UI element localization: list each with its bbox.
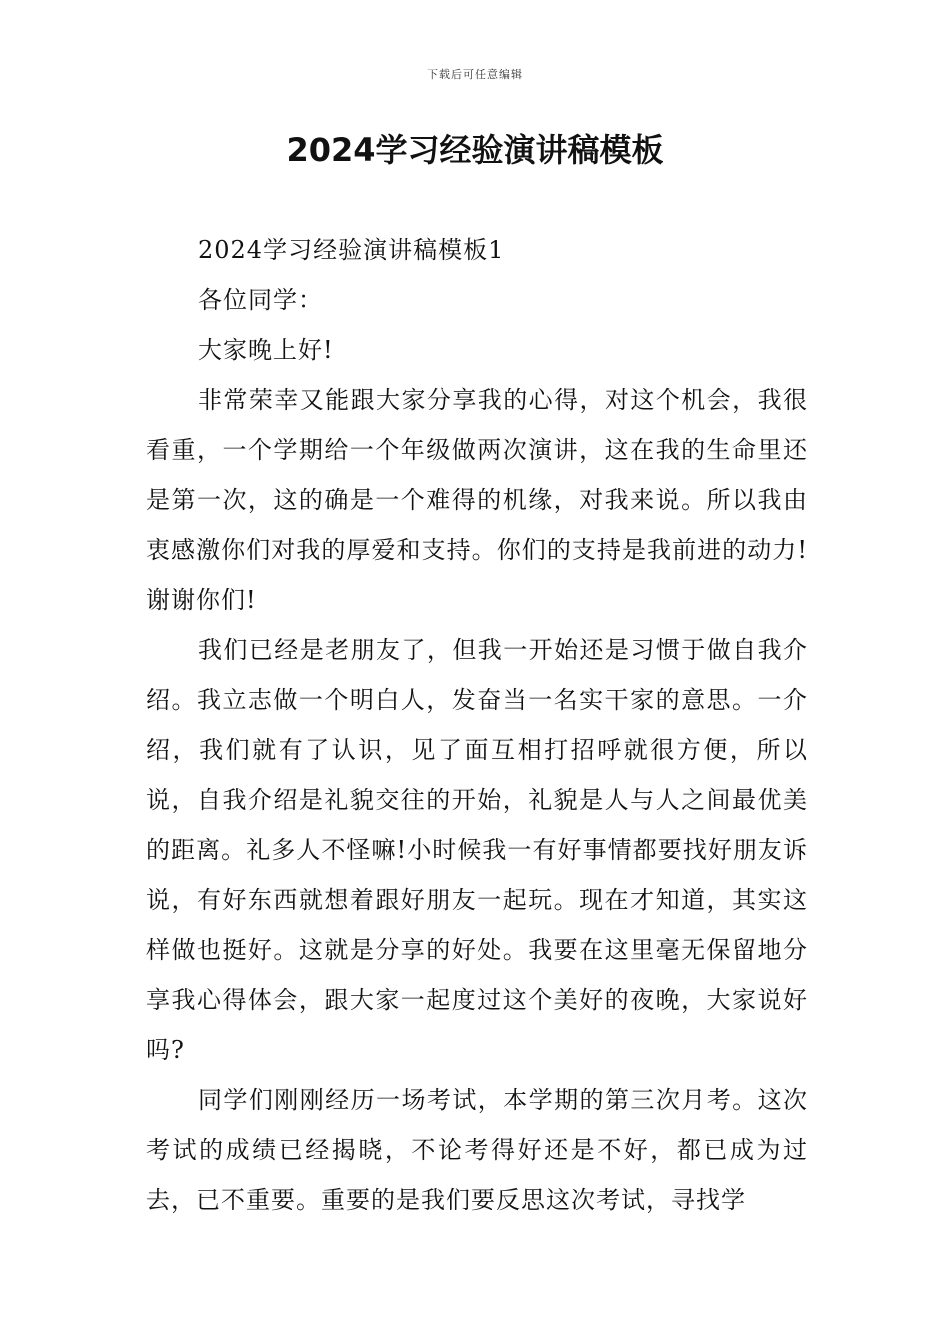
paragraph-body: 非常荣幸又能跟大家分享我的心得，对这个机会，我很看重，一个学期给一个年级做两次演讲，这在我的生命里还是第一次，这的确是一个难得的机缘，对我来说。所以我由衷感激你们对我的厚爱和支持。你们的支持是我前进的动力!谢谢你们! [146,386,808,614]
page-header-note: 下载后可任意编辑 [427,68,523,81]
document-title: 2024学习经验演讲稿模板 [286,131,664,169]
paragraph-body: 我们已经是老朋友了，但我一开始还是习惯于做自我介绍。我立志做一个明白人，发奋当一名实干家的意思。一介绍，我们就有了认识，见了面互相打招呼就很方便，所以说，自我介绍是礼貌交往的开始，礼貌是人与人之间最优美的距离。礼多人不怪嘛!小时候我一有好事情都要找好朋友诉说，有好东西就想着跟好朋友一起玩。现在才知道，其实这样做也挺好。这就是分享的好处。我要在这里毫无保留地分享我心得体会，跟大家一起度过这个美好的夜晚，大家说好吗? [146,636,808,1064]
paragraph-salutation: 各位同学： [198,286,323,314]
document-body [146,225,808,1225]
paragraph-greeting: 大家晚上好! [198,336,334,364]
paragraph-body: 同学们刚刚经历一场考试，本学期的第三次月考。这次考试的成绩已经揭晓，不论考得好还是不好，都已成为过去，已不重要。重要的是我们要反思这次考试，寻找学 [146,1086,808,1214]
paragraph-subtitle: 2024学习经验演讲稿模板1 [198,236,505,264]
